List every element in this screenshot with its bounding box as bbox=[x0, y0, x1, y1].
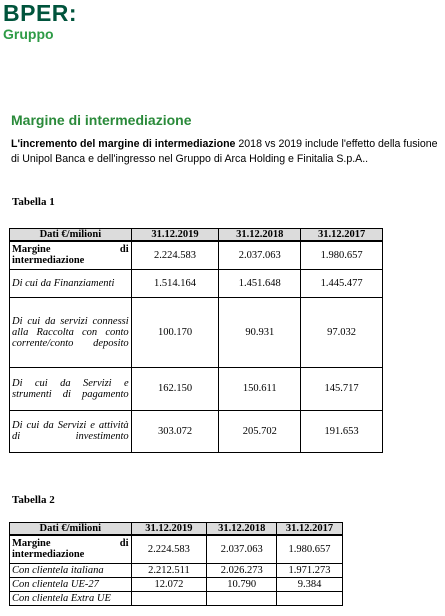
table2-header: 31.12.2019 bbox=[131, 523, 207, 536]
row-label: Con clientela Extra UE bbox=[10, 591, 132, 605]
intro-bold: L'incremento del margine di intermediazione bbox=[11, 138, 236, 150]
cell-value: 1.980.657 bbox=[301, 241, 383, 269]
table2-header: 31.12.2018 bbox=[207, 523, 277, 536]
cell-value: 1.971.273 bbox=[277, 563, 343, 577]
cell-value: 1.514.164 bbox=[131, 269, 219, 297]
table-row bbox=[10, 577, 343, 591]
table2 bbox=[9, 522, 343, 606]
table-row bbox=[10, 297, 383, 367]
cell-value: 1.451.648 bbox=[219, 269, 301, 297]
table-row bbox=[10, 269, 383, 297]
table1 bbox=[9, 228, 383, 453]
cell-value bbox=[277, 591, 343, 605]
cell-value: 205.702 bbox=[219, 410, 301, 452]
cell-value: 2.212.511 bbox=[131, 563, 207, 577]
logo-subtitle: Gruppo bbox=[3, 26, 54, 42]
table-row bbox=[10, 367, 383, 410]
cell-value: 97.032 bbox=[301, 297, 383, 367]
cell-value: 2.037.063 bbox=[219, 241, 301, 269]
cell-value: 2.224.583 bbox=[131, 241, 219, 269]
table-row bbox=[10, 563, 343, 577]
cell-value bbox=[131, 591, 207, 605]
row-label: Di cui da Servizi e strumenti di pagamento bbox=[10, 367, 132, 410]
row-label: Di cui da servizi connessi alla Raccolta con conto corrente/conto deposito bbox=[10, 297, 132, 367]
table-row bbox=[10, 241, 383, 269]
row-label: Di cui da Finanziamenti bbox=[10, 269, 132, 297]
table1-header: Dati €/milioni bbox=[10, 229, 132, 242]
cell-value: 10.790 bbox=[207, 577, 277, 591]
cell-value: 1.980.657 bbox=[277, 535, 343, 563]
cell-value: 9.384 bbox=[277, 577, 343, 591]
row-label: Margine di intermediazione bbox=[10, 535, 132, 563]
cell-value: 162.150 bbox=[131, 367, 219, 410]
cell-value: 2.224.583 bbox=[131, 535, 207, 563]
table1-header: 31.12.2017 bbox=[301, 229, 383, 242]
table2-header: 31.12.2017 bbox=[277, 523, 343, 536]
table-row bbox=[10, 410, 383, 452]
cell-value: 100.170 bbox=[131, 297, 219, 367]
row-label: Con clientela UE-27 bbox=[10, 577, 132, 591]
cell-value: 1.445.477 bbox=[301, 269, 383, 297]
cell-value: 145.717 bbox=[301, 367, 383, 410]
cell-value: 191.653 bbox=[301, 410, 383, 452]
row-label: Di cui da Servizi e attività di investimento bbox=[10, 410, 132, 452]
row-label: Margine di intermediazione bbox=[10, 241, 132, 269]
table-row bbox=[10, 591, 343, 605]
table2-header-row bbox=[10, 523, 343, 536]
cell-value: 2.026.273 bbox=[207, 563, 277, 577]
table1-header: 31.12.2018 bbox=[219, 229, 301, 242]
table-row bbox=[10, 535, 343, 563]
table1-header-row bbox=[10, 229, 383, 242]
table2-header: Dati €/milioni bbox=[10, 523, 132, 536]
cell-value: 303.072 bbox=[131, 410, 219, 452]
cell-value: 2.037.063 bbox=[207, 535, 277, 563]
cell-value: 12.072 bbox=[131, 577, 207, 591]
row-label: Con clientela italiana bbox=[10, 563, 132, 577]
intro-paragraph bbox=[11, 137, 443, 167]
section-title: Margine di intermediazione bbox=[11, 112, 192, 128]
bper-logo bbox=[3, 2, 77, 41]
table1-label: Tabella 1 bbox=[12, 196, 55, 208]
cell-value: 90.931 bbox=[219, 297, 301, 367]
cell-value bbox=[207, 591, 277, 605]
logo-name: BPER: bbox=[3, 0, 78, 26]
table2-label: Tabella 2 bbox=[12, 494, 55, 506]
intro-rest: 2018 vs 2019 include l'effetto della fusione di Unipol Banca e dell'ingresso nel Gruppo di Arca Holding e Finitalia S.p.A.. bbox=[11, 138, 438, 165]
table1-header: 31.12.2019 bbox=[131, 229, 219, 242]
cell-value: 150.611 bbox=[219, 367, 301, 410]
